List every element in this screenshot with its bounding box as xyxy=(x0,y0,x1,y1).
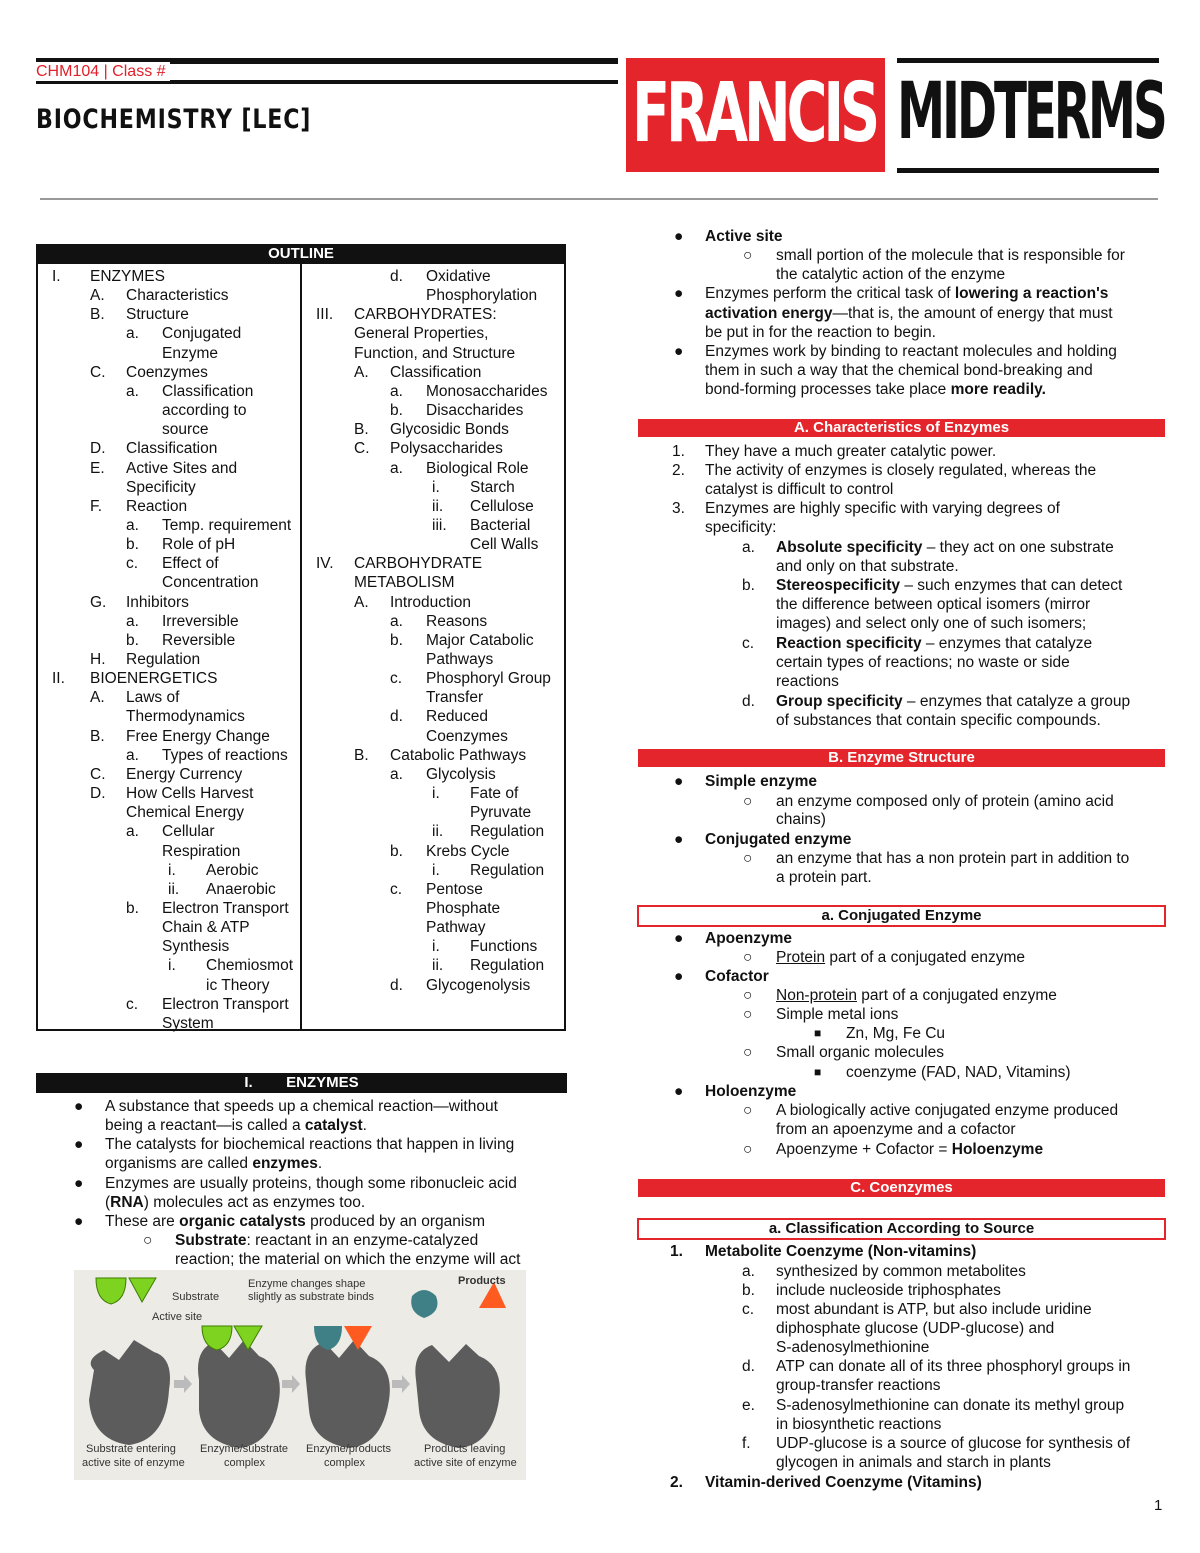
outline-marker: b. xyxy=(390,842,403,860)
specificity-absolute: Absolute specificity – they act on one substrate xyxy=(776,539,1114,556)
outline-marker: i. xyxy=(432,785,440,803)
work-text-3: bond-forming processes take place more readily. xyxy=(705,381,1046,398)
figure-caption-4b: active site of enzyme xyxy=(414,1457,517,1469)
bullet-icon: ● xyxy=(674,285,684,302)
specificity-absolute-2: and only on that substrate. xyxy=(776,558,959,575)
outline-entry: CARBOHYDRATES: xyxy=(354,306,497,324)
active-site-desc-2: the catalytic action of the enzyme xyxy=(776,266,1006,283)
outline-entry: Chemical Energy xyxy=(126,804,245,822)
active-site-desc-1: small portion of the molecule that is responsible for xyxy=(776,247,1125,264)
metabolite-c1: most abundant is ATP, but also include uridine xyxy=(776,1301,1092,1318)
outline-entry: Cellular xyxy=(162,823,215,841)
metal-ions: Simple metal ions xyxy=(776,1006,899,1023)
outline-marker: A. xyxy=(90,287,105,305)
outline-entry: CARBOHYDRATE xyxy=(354,555,483,573)
metabolite-c2: diphosphate glucose (UDP-glucose) and xyxy=(776,1320,1055,1337)
outline-entry: Phosphoryl Group xyxy=(426,670,551,688)
outline-entry: Krebs Cycle xyxy=(426,842,510,860)
outline-entry: Electron Transport xyxy=(162,995,289,1013)
outline-entry: Regulation xyxy=(470,957,545,975)
enzymes-text-1a: A substance that speeds up a chemical reaction—without xyxy=(105,1098,498,1115)
simple-enzyme-desc-1: an enzyme composed only of protein (amino acid xyxy=(776,793,1114,810)
outline-marker: D. xyxy=(90,785,106,803)
outline-entry: Thermodynamics xyxy=(126,708,245,726)
logo-francis xyxy=(626,58,885,172)
outline-marker: E. xyxy=(90,459,105,477)
outline-entry: Types of reactions xyxy=(162,746,288,764)
bullet-icon: ● xyxy=(674,968,684,985)
work-text-1: Enzymes work by binding to reactant molecules and holding xyxy=(705,343,1117,360)
outline-entry: Glycolysis xyxy=(426,765,496,783)
outline-marker: d. xyxy=(390,268,403,285)
outline-entry: Coenzymes xyxy=(426,727,508,745)
logo-rule-bottom xyxy=(897,168,1159,173)
outline-marker: B. xyxy=(90,306,105,324)
figure-caption-2a: Enzyme/substrate xyxy=(200,1443,289,1455)
outline-marker: a. xyxy=(390,765,403,783)
outline-entry: Fate of xyxy=(470,785,519,803)
outline-column-divider xyxy=(300,264,302,1031)
outline-entry: Inhibitors xyxy=(126,593,189,611)
circle-bullet-icon: ○ xyxy=(743,949,753,966)
circle-bullet-icon: ○ xyxy=(743,1044,753,1061)
outline-entry: source xyxy=(162,421,209,439)
outline-entry: Concentration xyxy=(162,574,259,592)
enzyme-substrate-figure xyxy=(74,1270,526,1480)
specificity-reaction-2: certain types of reactions; no waste or side xyxy=(776,654,1070,671)
section-heading-coenzymes: C. Coenzymes xyxy=(638,1179,1165,1197)
course-label: CHM104 | Class # xyxy=(36,62,170,81)
outline-entry: Disaccharides xyxy=(426,402,524,420)
holoenzyme-term: Holoenzyme xyxy=(705,1083,797,1100)
enzymes-text-2a: The catalysts for biochemical reactions that happen in living xyxy=(105,1136,515,1153)
outline-heading: OUTLINE xyxy=(36,244,566,264)
metabolite-b: include nucleoside triphosphates xyxy=(776,1282,1001,1299)
enzymes-text-3a: Enzymes are usually proteins, though some ribonucleic acid xyxy=(105,1175,517,1192)
outline-marker: A. xyxy=(354,363,369,381)
perform-text-3: be put in for the reaction to begin. xyxy=(705,324,936,341)
bullet-icon: ● xyxy=(74,1213,84,1230)
outline-entry: Respiration xyxy=(162,842,241,860)
outline-entry: Enzyme xyxy=(162,344,218,362)
outline-entry: Classification xyxy=(162,382,254,400)
section-heading-structure: B. Enzyme Structure xyxy=(638,749,1165,767)
metabolite-coenzyme: Metabolite Coenzyme (Non-vitamins) xyxy=(705,1243,977,1260)
enzymes-text-5a: Substrate: reactant in an enzyme-catalyzed xyxy=(175,1232,479,1249)
outline-entry: Classification xyxy=(126,440,218,458)
specificity-group: Group specificity – enzymes that catalyze a group xyxy=(776,693,1131,710)
outline-entry: System xyxy=(162,1014,214,1032)
outline-marker: a. xyxy=(126,823,139,841)
list-letter: d. xyxy=(742,693,755,710)
outline-entry: Effect of xyxy=(162,555,219,573)
outline-marker: a. xyxy=(390,382,403,400)
figure-label-products: Products xyxy=(458,1275,506,1287)
perform-text-2: activation energy—that is, the amount of energy that must xyxy=(705,305,1113,322)
outline-marker: c. xyxy=(126,555,139,573)
characteristic-2b: catalyst is difficult to control xyxy=(705,481,894,498)
outline-entry: Temp. requirement xyxy=(162,516,292,534)
outline-entry: METABOLISM xyxy=(354,574,455,592)
outline-entry: Chain & ATP xyxy=(162,919,250,937)
outline-entry: Reaction xyxy=(126,497,188,515)
outline-marker: a. xyxy=(126,325,139,343)
outline-marker: H. xyxy=(90,651,106,668)
outline-entry: Anaerobic xyxy=(206,880,276,898)
square-bullet-icon: ■ xyxy=(814,1065,822,1079)
outline-marker: b. xyxy=(390,631,403,649)
metabolite-a: synthesized by common metabolites xyxy=(776,1263,1026,1280)
bullet-icon: ● xyxy=(674,1083,684,1100)
circle-bullet-icon: ○ xyxy=(743,793,753,810)
list-letter: f. xyxy=(742,1435,751,1452)
outline-marker: A. xyxy=(354,593,369,611)
bullet-icon: ● xyxy=(674,228,684,245)
outline-entry: Classification xyxy=(390,363,482,381)
figure-label-changes-2: slightly as substrate binds xyxy=(248,1291,374,1303)
bullet-icon: ● xyxy=(74,1098,84,1115)
outline-entry: Pathway xyxy=(426,919,486,937)
outline-entry: Glycogenolysis xyxy=(426,976,531,994)
list-letter: b. xyxy=(742,577,755,594)
outline-marker: i. xyxy=(168,861,176,879)
outline-marker: A. xyxy=(90,689,105,707)
outline-marker: b. xyxy=(126,631,139,649)
vitamin-coenzyme: Vitamin-derived Coenzyme (Vitamins) xyxy=(705,1474,982,1491)
specificity-reaction-3: reactions xyxy=(776,673,839,690)
outline-entry: Regulation xyxy=(470,861,545,879)
outline-entry: Free Energy Change xyxy=(126,727,270,745)
circle-bullet-icon: ○ xyxy=(143,1232,153,1249)
outline-marker: C. xyxy=(354,440,370,458)
outline-entry: Starch xyxy=(470,478,515,496)
specificity-stereo-2: the difference between optical isomers (mirror xyxy=(776,596,1091,613)
figure-label-active-site: Active site xyxy=(152,1311,203,1323)
outline-entry: Glycosidic Bonds xyxy=(390,421,509,439)
list-letter: c. xyxy=(742,635,755,652)
outline-entry: Transfer xyxy=(426,689,484,707)
outline-marker: c. xyxy=(126,995,139,1013)
outline-entry: ic Theory xyxy=(206,976,270,994)
metabolite-f1: UDP-glucose is a source of glucose for synthesis of xyxy=(776,1435,1131,1452)
metabolite-c3: S-adenosylmethionine xyxy=(776,1339,930,1356)
figure-caption-3b: complex xyxy=(324,1457,365,1469)
outline-entry: Major Catabolic xyxy=(426,631,534,649)
outline-marker: C. xyxy=(90,363,106,381)
outline-marker: i. xyxy=(432,861,440,879)
outline-entry: Synthesis xyxy=(162,938,230,956)
logo-francis-text: FRANCIS xyxy=(632,66,877,161)
outline-entry: Coenzymes xyxy=(126,363,208,381)
outline-entry: Reasons xyxy=(426,612,488,630)
specificity-group-2: of substances that contain specific compounds. xyxy=(776,712,1101,729)
figure-caption-1b: active site of enzyme xyxy=(82,1457,185,1469)
figure-caption-1a: Substrate entering xyxy=(86,1443,176,1455)
enzymes-text-1b: being a reactant—is called a catalyst. xyxy=(105,1117,367,1134)
characteristic-1: They have a much greater catalytic power. xyxy=(705,443,997,460)
outline-marker: i. xyxy=(168,957,176,975)
figure-caption-2b: complex xyxy=(224,1457,265,1469)
section-heading-enzymes xyxy=(36,1073,567,1093)
list-letter: a. xyxy=(742,1263,755,1280)
outline-marker: B. xyxy=(354,746,369,764)
perform-text-1: Enzymes perform the critical task of lowering a reaction's xyxy=(705,285,1109,302)
apoenzyme-term: Apoenzyme xyxy=(705,930,792,947)
outline-entry: Pyruvate xyxy=(470,804,532,822)
outline-entry: Characteristics xyxy=(126,287,229,305)
outline-marker: iii. xyxy=(432,516,447,534)
section-title: ENZYMES xyxy=(286,1074,359,1091)
list-letter: d. xyxy=(742,1358,755,1375)
outline-entry: Electron Transport xyxy=(162,899,289,917)
outline-entry: Chemiosmot xyxy=(206,957,293,975)
outline-entry: Regulation xyxy=(126,651,201,668)
holoenzyme-equation: Apoenzyme + Cofactor = Holoenzyme xyxy=(776,1141,1044,1158)
outline-entry: Function, and Structure xyxy=(354,344,516,362)
outline-entry: Phosphorylation xyxy=(426,287,538,305)
section-heading-characteristics: A. Characteristics of Enzymes xyxy=(638,419,1165,437)
outline-entry: Oxidative xyxy=(426,268,491,285)
list-number: 1. xyxy=(670,1243,683,1260)
outline-marker: ii. xyxy=(432,497,444,515)
list-number: 1. xyxy=(672,443,685,460)
page-number: 1 xyxy=(1154,1497,1163,1514)
outline-marker: a. xyxy=(126,746,139,764)
outline-marker: a. xyxy=(126,516,139,534)
active-site-term: Active site xyxy=(705,228,783,245)
header-divider xyxy=(40,198,1158,200)
metabolite-e2: in biosynthetic reactions xyxy=(776,1416,942,1433)
circle-bullet-icon: ○ xyxy=(743,987,753,1004)
outline-entry: Pathways xyxy=(426,651,494,668)
list-letter: c. xyxy=(742,1301,755,1318)
figure-caption-3a: Enzyme/products xyxy=(306,1443,391,1455)
list-number: 3. xyxy=(672,500,685,517)
section-number: I. xyxy=(244,1074,253,1091)
metabolite-e1: S-adenosylmethionine can donate its methyl group xyxy=(776,1397,1125,1414)
circle-bullet-icon: ○ xyxy=(743,1006,753,1023)
outline-marker: i. xyxy=(432,478,440,496)
bullet-icon: ● xyxy=(74,1136,84,1153)
outline-marker: a. xyxy=(390,459,403,477)
circle-bullet-icon: ○ xyxy=(743,850,753,867)
circle-bullet-icon: ○ xyxy=(743,247,753,264)
organic-molecules: Small organic molecules xyxy=(776,1044,944,1061)
outline-entry: Conjugated xyxy=(162,325,242,343)
outline-marker: d. xyxy=(390,976,403,994)
outline-entry: Regulation xyxy=(470,823,545,841)
outline-entry: Laws of xyxy=(126,689,180,707)
metabolite-f2: glycogen in animals and starch in plants xyxy=(776,1454,1051,1471)
outline-marker: ii. xyxy=(432,957,444,975)
outline-marker: III. xyxy=(316,306,334,324)
bullet-icon: ● xyxy=(674,831,684,848)
list-letter: e. xyxy=(742,1397,755,1414)
outline-entry: Bacterial xyxy=(470,516,531,534)
outline-entry: Active Sites and xyxy=(126,459,238,477)
outline-marker: ii. xyxy=(168,880,180,898)
cofactor-desc: Non-protein part of a conjugated enzyme xyxy=(776,987,1057,1004)
metabolite-d1: ATP can donate all of its three phosphoryl groups in xyxy=(776,1358,1131,1375)
outline-entry: Reduced xyxy=(426,708,489,726)
outline-marker: b. xyxy=(126,536,139,554)
figure-label-changes: Enzyme changes shape xyxy=(248,1278,366,1290)
subsection-heading-conjugated: a. Conjugated Enzyme xyxy=(637,905,1166,927)
enzymes-text-5b: reaction; the material on which the enzyme will act xyxy=(175,1251,521,1268)
outline-marker: a. xyxy=(126,382,139,400)
outline-marker: ii. xyxy=(432,823,444,841)
outline-entry: ENZYMES xyxy=(90,268,165,285)
characteristic-3a: Enzymes are highly specific with varying degrees of xyxy=(705,500,1060,517)
outline-entry: Role of pH xyxy=(162,536,236,554)
outline-marker: B. xyxy=(354,421,369,439)
outline-marker: B. xyxy=(90,727,105,745)
work-text-2: them in such a way that the chemical bond-breaking and xyxy=(705,362,1093,379)
holoenzyme-desc-2: from an apoenzyme and a cofactor xyxy=(776,1121,1016,1138)
outline-marker: c. xyxy=(390,880,403,898)
outline-marker: II. xyxy=(52,670,65,688)
square-bullet-icon: ■ xyxy=(814,1026,822,1040)
outline-entry: Functions xyxy=(470,938,538,956)
outline-entry: Cell Walls xyxy=(470,536,539,554)
specificity-reaction: Reaction specificity – enzymes that catalyze xyxy=(776,635,1093,652)
circle-bullet-icon: ○ xyxy=(743,1141,753,1158)
outline-marker: b. xyxy=(126,899,139,917)
cofactor-term: Cofactor xyxy=(705,968,769,985)
outline-marker: c. xyxy=(390,670,403,688)
characteristic-3b: specificity: xyxy=(705,519,777,536)
outline-entry: Monosaccharides xyxy=(426,382,548,400)
enzymes-text-2b: organisms are called enzymes. xyxy=(105,1155,323,1172)
characteristic-2a: The activity of enzymes is closely regulated, whereas the xyxy=(705,462,1097,479)
outline-marker: d. xyxy=(390,708,403,726)
outline-entry: Aerobic xyxy=(206,861,259,879)
logo-rule-top xyxy=(897,58,1159,63)
outline-marker: a. xyxy=(126,612,139,630)
conjugated-enzyme-desc-2: a protein part. xyxy=(776,869,872,886)
outline-entry: Structure xyxy=(126,306,189,324)
bullet-icon: ● xyxy=(674,930,684,947)
outline-marker: F. xyxy=(90,497,103,515)
outline-entry: BIOENERGETICS xyxy=(90,670,218,688)
conjugated-enzyme-desc-1: an enzyme that has a non protein part in addition to xyxy=(776,850,1130,867)
metabolite-d2: group-transfer reactions xyxy=(776,1377,941,1394)
enzymes-text-4: These are organic catalysts produced by an organism xyxy=(105,1213,485,1230)
list-letter: a. xyxy=(742,539,755,556)
document-title: BIOCHEMISTRY [LEC] xyxy=(36,104,312,135)
outline-marker: I. xyxy=(52,268,61,285)
outline-entry: General Properties, xyxy=(354,325,489,343)
outline-marker: D. xyxy=(90,440,106,458)
simple-enzyme-term: Simple enzyme xyxy=(705,773,817,790)
outline-entry: Specificity xyxy=(126,478,196,496)
simple-enzyme-desc-2: chains) xyxy=(776,811,826,828)
conjugated-enzyme-term: Conjugated enzyme xyxy=(705,831,852,848)
outline-marker: G. xyxy=(90,593,107,611)
outline-entry: Pentose xyxy=(426,880,483,898)
bullet-icon: ● xyxy=(674,343,684,360)
organic-molecules-examples: coenzyme (FAD, NAD, Vitamins) xyxy=(846,1064,1071,1081)
apoenzyme-desc: Protein part of a conjugated enzyme xyxy=(776,949,1026,966)
figure-label-substrate: Substrate xyxy=(172,1291,220,1303)
logo-midterms: MIDTERMS xyxy=(897,67,1165,157)
outline-entry: Introduction xyxy=(390,593,471,611)
list-letter: b. xyxy=(742,1282,755,1299)
circle-bullet-icon: ○ xyxy=(743,1102,753,1119)
outline-entry: Reversible xyxy=(162,631,236,649)
outline-marker: b. xyxy=(390,402,403,420)
outline-marker: IV. xyxy=(316,555,334,573)
outline-entry: Polysaccharides xyxy=(390,440,503,458)
bullet-icon: ● xyxy=(74,1175,84,1192)
specificity-stereo-3: images) and select only one of such isomers; xyxy=(776,615,1087,632)
list-number: 2. xyxy=(672,462,685,479)
outline-marker: a. xyxy=(390,612,403,630)
holoenzyme-desc-1: A biologically active conjugated enzyme produced xyxy=(776,1102,1119,1119)
metal-ions-examples: Zn, Mg, Fe Cu xyxy=(846,1025,946,1042)
outline-entry: Phosphate xyxy=(426,899,501,917)
figure-caption-4a: Products leaving xyxy=(424,1443,506,1455)
subsection-heading-classification: a. Classification According to Source xyxy=(637,1218,1166,1240)
outline-entry: Cellulose xyxy=(470,497,534,515)
outline-entry: Energy Currency xyxy=(126,765,243,783)
list-number: 2. xyxy=(670,1474,683,1491)
outline-marker: C. xyxy=(90,765,106,783)
specificity-stereo: Stereospecificity – such enzymes that can detect xyxy=(776,577,1123,594)
outline-entry: Biological Role xyxy=(426,459,529,477)
outline-entry: How Cells Harvest xyxy=(126,785,254,803)
outline-entry: Irreversible xyxy=(162,612,239,630)
outline-marker: i. xyxy=(432,938,440,956)
enzymes-text-3b: (RNA) molecules act as enzymes too. xyxy=(105,1194,366,1211)
outline-entry: according to xyxy=(162,402,247,420)
bullet-icon: ● xyxy=(674,773,684,790)
outline-entry: Catabolic Pathways xyxy=(390,746,527,764)
